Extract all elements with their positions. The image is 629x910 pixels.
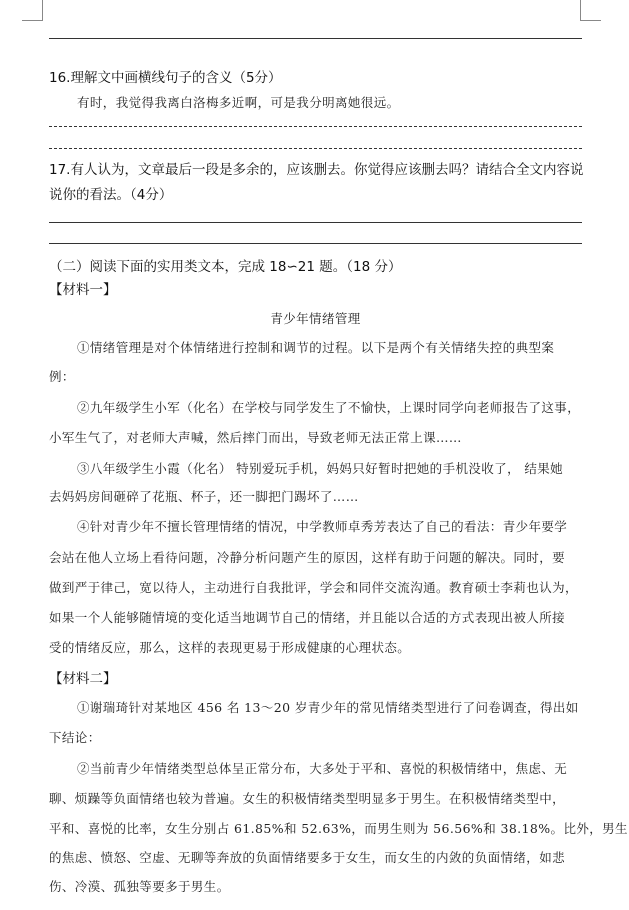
paragraph-line: 下结论： (49, 730, 101, 745)
material-1-title: 青少年情绪管理 (270, 311, 361, 326)
question-17-line-2: 说你的看法。（4分） (49, 187, 173, 203)
paragraph-line: 会站在他人立场上看待问题，冷静分析问题产生的原因，这样有助于问题的解决。同时，要 (49, 550, 566, 565)
page-corner-mark-right (580, 0, 601, 21)
material-1-label: 【材料一】 (49, 282, 117, 298)
paragraph-line: ④针对青少年不擅长管理情绪的情况，中学教师卓秀芳表达了自己的看法：青少年要学 (77, 519, 568, 534)
answer-line-dashed (49, 126, 582, 127)
paragraph-line: 例： (49, 369, 75, 384)
paragraph-line: 平和、喜悦的比率，女生分别占 61.85%和 52.63%，而男生则为 56.56%和 38.18%。比外，男生 (49, 821, 628, 836)
paragraph-line: 伤、冷漠、孤独等要多于男生。 (49, 879, 230, 894)
question-16-sentence: 有时，我觉得我离白洛梅多近啊，可是我分明离她很远。 (77, 95, 400, 110)
paragraph-line: 的焦虑、愤怒、空虚、无聊等奔放的负面情绪要多于女生，而女生的内敛的负面情绪，如悲 (49, 850, 566, 865)
section-heading: （二）阅读下面的实用类文本，完成 18∽21 题。（18 分） (49, 259, 402, 275)
page-corner-mark-left (22, 0, 43, 21)
paragraph-line: ②九年级学生小军（化名）在学校与同学发生了不愉快，上课时同学向老师报告了这事， (77, 400, 581, 415)
paragraph-line: 如果一个人能够随情境的变化适当地调节自己的情绪，并且能以合适的方式表现出被人所接 (49, 610, 566, 625)
material-2-label: 【材料二】 (49, 671, 117, 687)
paragraph-line: 小军生气了，对老师大声喊，然后摔门而出，导致老师无法正常上课…… (49, 430, 462, 445)
answer-line (49, 243, 582, 244)
paragraph-line: ①谢瑞琦针对某地区 456 名 13～20 岁青少年的常见情绪类型进行了问卷调查，得出如 (77, 700, 579, 715)
paragraph-line: 聊、烦躁等负面情绪也较为普遍。女生的积极情绪类型明显多于男生。在积极情绪类型中， (49, 791, 566, 806)
paragraph-line: ②当前青少年情绪类型总体呈正常分布，大多处于平和、喜悦的积极情绪中，焦虑、无 (77, 761, 568, 776)
paragraph-line: 做到严于律己，宽以待人，主动进行自我批评，学会和同伴交流沟通。教育硕士李莉也认为， (49, 580, 578, 595)
paragraph-line: 去妈妈房间砸碎了花瓶、杯子，还一脚把门踢坏了…… (49, 489, 359, 504)
paragraph-line: 受的情绪反应，那么，这样的表现更易于形成健康的心理状态。 (49, 640, 411, 655)
answer-line (49, 222, 582, 223)
question-17-line-1: 17.有人认为，文章最后一段是多余的，应该删去。你觉得应该删去吗？请结合全文内容说 (49, 162, 584, 178)
paragraph-line: ③八年级学生小霞（化名） 特别爱玩手机，妈妈只好暂时把她的手机没收了， 结果她 (77, 461, 564, 476)
answer-line (49, 38, 582, 39)
paragraph-line: ①情绪管理是对个体情绪进行控制和调节的过程。以下是两个有关情绪失控的典型案 (77, 340, 555, 355)
question-16-prompt: 16.理解文中画横线句子的含义（5分） (49, 70, 282, 86)
answer-line-dashed (49, 148, 582, 149)
